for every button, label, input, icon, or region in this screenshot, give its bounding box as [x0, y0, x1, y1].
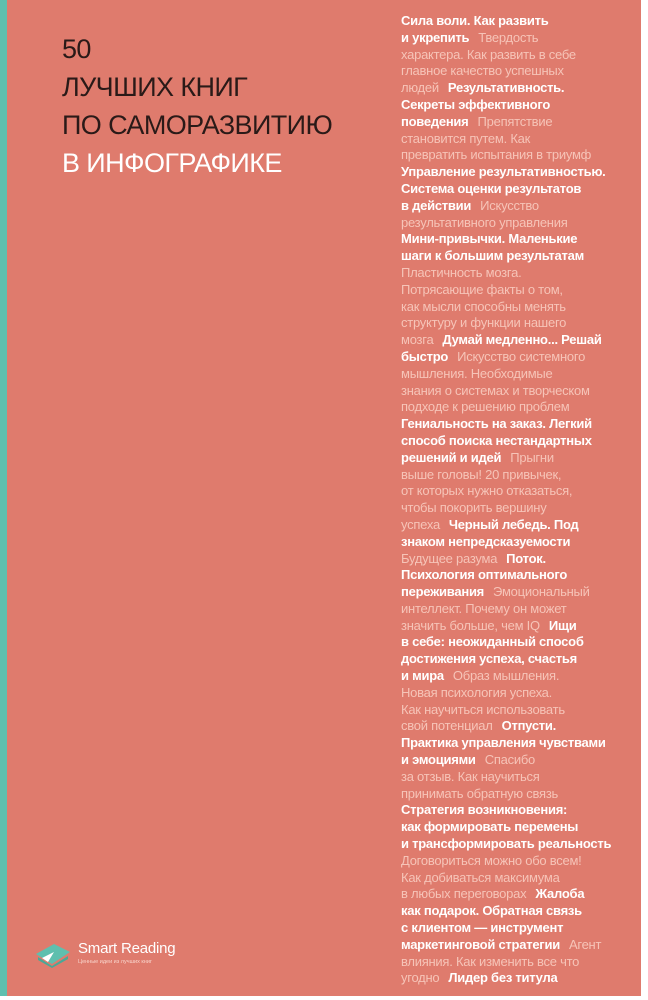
book-subtitle-text: результативного управления — [401, 214, 568, 230]
book-subtitle-text: Как научиться использовать — [401, 701, 565, 717]
book-title-text: в действии — [401, 197, 472, 213]
book-list-line — [401, 819, 611, 836]
book-title — [62, 30, 332, 182]
book-list-line — [401, 954, 611, 971]
book-list-line — [401, 131, 611, 148]
book-list-line — [401, 265, 611, 282]
book-list-line — [401, 836, 611, 853]
book-subtitle-text: Потрясающие факты о том, — [401, 281, 563, 297]
book-list-line — [401, 702, 611, 719]
book-list-line — [401, 248, 611, 265]
book-title-text: как формировать перемены — [401, 819, 579, 835]
book-subtitle-text: Эмоциональный — [493, 584, 590, 600]
publisher-logo — [34, 938, 184, 968]
book-subtitle-text: подходе к решению проблем — [401, 399, 570, 415]
book-list-line — [401, 80, 611, 97]
book-title-text: Отпусти. — [501, 718, 557, 734]
book-title-text: и укрепить — [401, 29, 470, 45]
book-title-text: Сила воли. Как развить — [401, 13, 549, 28]
book-list-line — [401, 467, 611, 484]
book-subtitle-text: значить больше, чем IQ — [401, 617, 540, 633]
publisher-name: Smart Reading — [78, 940, 176, 957]
book-title-text: Думай медленно... Решай — [442, 332, 602, 348]
book-title-text: быстро — [401, 348, 449, 364]
book-list-line — [401, 63, 611, 80]
book-title-text: Ищи — [548, 617, 577, 633]
book-list-line — [401, 483, 611, 500]
book-title-text: Стратегия возникновения: — [401, 802, 568, 818]
book-subtitle-text: Препятствие — [477, 113, 553, 129]
book-list-line — [401, 114, 611, 131]
book-list-line — [401, 47, 611, 64]
book-subtitle-text: как мысли способны менять — [401, 298, 566, 314]
book-list-line — [401, 399, 611, 416]
book-list-line — [401, 886, 611, 903]
book-list-line — [401, 567, 611, 584]
book-title-text: Управление результативностью. — [401, 164, 606, 180]
book-subtitle-text: Новая психология успеха. — [401, 684, 553, 700]
title-highlight: В ИНФОГРАФИКЕ — [62, 148, 282, 178]
book-title-text: Секреты эффективного — [401, 96, 551, 112]
book-subtitle-text: мозга — [401, 332, 434, 348]
title-line: 50 — [62, 34, 91, 64]
book-title-text: с клиентом — инструмент — [401, 920, 564, 936]
title-line: ПО САМОРАЗВИТИЮ — [62, 110, 333, 140]
book-title-text: поведения — [401, 113, 469, 129]
book-title-text: Практика управления чувствами — [401, 735, 606, 751]
book-list-line — [401, 215, 611, 232]
book-subtitle-text: чтобы покорить вершину — [401, 500, 547, 516]
book-subtitle-text: Пластичность мозга. — [401, 264, 522, 280]
book-list-line — [401, 349, 611, 366]
book-title-text: и эмоциями — [401, 752, 476, 768]
book-subtitle-text: структуру и функции нашего — [401, 315, 567, 331]
book-title-text: Гениальность на заказ. Легкий — [401, 416, 592, 432]
publisher-tagline: Ценные идеи из лучших книг — [78, 959, 152, 965]
book-list-line — [401, 416, 611, 433]
book-title-text: и трансформировать реальность — [401, 836, 612, 852]
book-list-line — [401, 450, 611, 467]
book-subtitle-text: свой потенциал — [401, 718, 493, 734]
book-title-text: Мини-привычки. Маленькие — [401, 231, 578, 247]
book-subtitle-text: Искусство — [480, 197, 539, 213]
book-list-line — [401, 299, 611, 316]
book-list-line — [401, 433, 611, 450]
book-subtitle-text: мышления. Необходимые — [401, 365, 553, 381]
book-list-line — [401, 315, 611, 332]
book-list-line — [401, 903, 611, 920]
book-list-line — [401, 920, 611, 937]
book-list-line — [401, 366, 611, 383]
book-title-text: Лидер без титула — [448, 970, 558, 986]
book-title-text: в себе: неожиданный способ — [401, 634, 584, 650]
book-spine — [0, 0, 7, 996]
book-list-line — [401, 718, 611, 735]
book-list-line — [401, 802, 611, 819]
book-list-line — [401, 164, 611, 181]
book-title-text: Система оценки результатов — [401, 180, 582, 196]
book-title-text: и мира — [401, 668, 444, 684]
book-title-text: переживания — [401, 584, 485, 600]
book-list-line — [401, 752, 611, 769]
book-subtitle-text: Агент — [568, 936, 602, 952]
book-subtitle-text: угодно — [401, 970, 440, 986]
book-list-line — [401, 383, 611, 400]
book-list-line — [401, 970, 611, 987]
book-title-text: Жалоба — [535, 886, 585, 902]
book-subtitle-text: за отзыв. Как научиться — [401, 768, 540, 784]
book-list-line — [401, 937, 611, 954]
book-title-text: Психология оптимального — [401, 567, 568, 583]
book-subtitle-text: Образ мышления. — [452, 668, 560, 684]
book-list-line — [401, 517, 611, 534]
book-subtitle-text: Договориться можно обо всем! — [401, 852, 582, 868]
book-logo-icon — [34, 942, 72, 968]
book-subtitle-text: принимать обратную связь — [401, 785, 559, 801]
book-subtitle-text: интеллект. Почему он может — [401, 600, 567, 616]
book-subtitle-text: влияния. Как изменить все что — [401, 953, 580, 969]
book-title-text: Черный лебедь. Под — [448, 516, 579, 532]
book-subtitle-text: Прыгни — [510, 449, 554, 465]
book-list-line — [401, 97, 611, 114]
book-list-line — [401, 30, 611, 47]
book-subtitle-text: Будущее разума — [401, 550, 498, 566]
book-title-text: как подарок. Обратная связь — [401, 903, 582, 919]
book-list-line — [401, 870, 611, 887]
book-title-text: маркетинговой стратегии — [401, 936, 560, 952]
book-list-line — [401, 584, 611, 601]
book-subtitle-text: превратить испытания в триумф — [401, 147, 592, 163]
book-list-line — [401, 601, 611, 618]
book-list-line — [401, 13, 611, 30]
book-list-line — [401, 668, 611, 685]
book-list-line — [401, 332, 611, 349]
book-subtitle-text: в любых переговорах — [401, 886, 527, 902]
book-title-text: Поток. — [506, 550, 546, 566]
book-list-line — [401, 735, 611, 752]
book-list-line — [401, 534, 611, 551]
book-list-line — [401, 786, 611, 803]
book-list-line — [401, 634, 611, 651]
book-list — [401, 13, 611, 987]
title-line: ЛУЧШИХ КНИГ — [62, 72, 248, 102]
book-title-text: способ поиска нестандартных — [401, 432, 592, 448]
book-subtitle-text: Как добиваться максимума — [401, 869, 560, 885]
book-subtitle-text: знания о системах и творческом — [401, 382, 590, 398]
book-list-line — [401, 181, 611, 198]
book-list-line — [401, 853, 611, 870]
book-title-text: знаком непредсказуемости — [401, 533, 571, 549]
book-list-line — [401, 651, 611, 668]
book-list-line — [401, 618, 611, 635]
book-subtitle-text: успеха — [401, 516, 440, 532]
book-subtitle-text: от которых нужно отказаться, — [401, 483, 573, 499]
book-list-line — [401, 147, 611, 164]
book-list-line — [401, 769, 611, 786]
book-list-line — [401, 198, 611, 215]
book-subtitle-text: выше головы! 20 привычек, — [401, 466, 562, 482]
book-subtitle-text: людей — [401, 80, 439, 96]
book-list-line — [401, 282, 611, 299]
book-list-line — [401, 685, 611, 702]
book-title-text: Результативность. — [447, 80, 565, 96]
book-title-text: решений и идей — [401, 449, 502, 465]
book-subtitle-text: Твердость — [478, 29, 539, 45]
book-subtitle-text: характера. Как развить в себе — [401, 46, 576, 62]
book-list-line — [401, 551, 611, 568]
book-title-text: достижения успеха, счастья — [401, 651, 578, 667]
book-title-text: шаги к большим результатам — [401, 248, 584, 264]
book-list-line — [401, 231, 611, 248]
book-subtitle-text: Искусство системного — [457, 348, 586, 364]
book-subtitle-text: Спасибо — [484, 752, 536, 768]
book-list-line — [401, 500, 611, 517]
book-subtitle-text: главное качество успешных — [401, 63, 564, 79]
book-subtitle-text: становится путем. Как — [401, 130, 531, 146]
